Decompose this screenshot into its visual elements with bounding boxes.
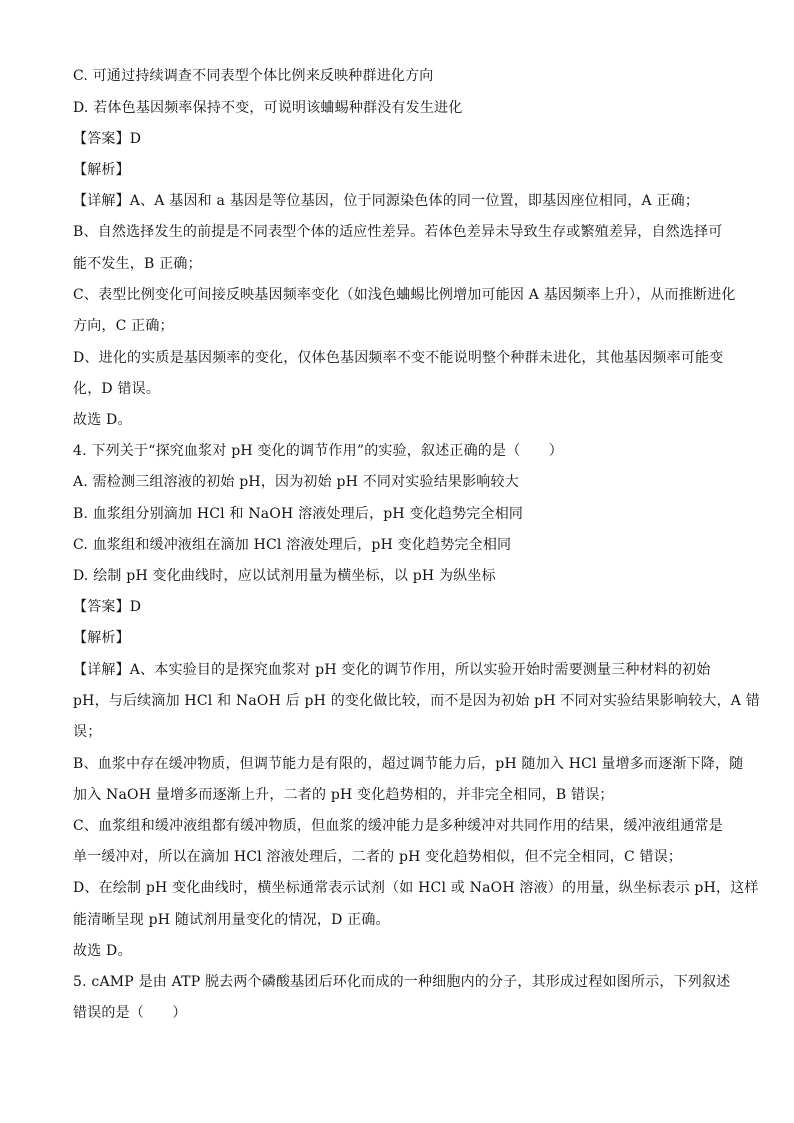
question-4-stem: 4. 下列关于“探究血浆对 pH 变化的调节作用”的实验，叙述正确的是（ ） — [73, 443, 563, 459]
conclusion-line: 故选 D。 — [73, 412, 132, 428]
option-c-line: C. 可通过持续调查不同表型个体比例来反映种群进化方向 — [73, 68, 434, 84]
explanation-line: D、进化的实质是基因频率的变化，仅体色基因频率不变不能说明整个种群未进化，其他基因频率可能变 — [73, 350, 724, 366]
question-4-option-d: D. 绘制 pH 变化曲线时，应以试剂用量为横坐标，以 pH 为纵坐标 — [73, 568, 496, 584]
explanation-line: 加入 NaOH 量增多而逐渐上升，二者的 pH 变化趋势相的，并非完全相同，B 错误； — [73, 787, 614, 803]
explanation-line: B、血浆中存在缓冲物质，但调节能力是有限的，超过调节能力后，pH 随加入 HCl 量增多而逐渐下降，随 — [73, 756, 744, 772]
explanation-line: 能清晰呈现 pH 随试剂用量变化的情况，D 正确。 — [73, 912, 390, 928]
explanation-line: 方向，C 正确； — [73, 318, 174, 334]
answer-label: 【答案】D — [73, 131, 142, 147]
question-4-option-a: A. 需检测三组溶液的初始 pH，因为初始 pH 不同对实验结果影响较大 — [73, 474, 519, 490]
explanation-line: D、在绘制 pH 变化曲线时，横坐标通常表示试剂（如 HCl 或 NaOH 溶液）的用量，纵坐标表示 pH，这样 — [73, 880, 759, 896]
question-5-stem: 错误的是（ ） — [73, 1005, 187, 1021]
explanation-line: B、自然选择发生的前提是不同表型个体的适应性差异。若体色差异未导致生存或繁殖差异，自然选择可 — [73, 224, 723, 240]
explanation-line: C、血浆组和缓冲液组都有缓冲物质，但血浆的缓冲能力是多种缓冲对共同作用的结果，缓冲液组通常是 — [73, 818, 723, 834]
analysis-label: 【解析】 — [73, 162, 130, 178]
question-4-option-b: B. 血浆组分别滴加 HCl 和 NaOH 溶液处理后，pH 变化趋势完全相同 — [73, 506, 524, 522]
explanation-line: C、表型比例变化可间接反映基因频率变化（如浅色蛐蜴比例增加可能因 A 基因频率上升），从而推断进化 — [73, 287, 736, 303]
answer-label: 【答案】D — [73, 599, 142, 615]
explanation-line: pH，与后续滴加 HCl 和 NaOH 后 pH 的变化做比较，而不是因为初始 pH 不同对实验结果影响较大，A 错 — [73, 693, 760, 709]
option-d-line: D. 若体色基因频率保持不变，可说明该蛐蜴种群没有发生进化 — [73, 100, 463, 116]
explanation-line: 化，D 错误。 — [73, 381, 161, 397]
explanation-line: 【详解】A、本实验目的是探究血浆对 pH 变化的调节作用，所以实验开始时需要测量三种材料的初始 — [73, 662, 711, 678]
explanation-line: 误； — [73, 724, 102, 740]
explanation-line: 【详解】A、A 基因和 a 基因是等位基因，位于同源染色体的同一位置，即基因座位相同，A 正确； — [73, 193, 700, 209]
explanation-line: 能不发生，B 正确； — [73, 256, 202, 272]
question-4-option-c: C. 血浆组和缓冲液组在滴加 HCl 溶液处理后，pH 变化趋势完全相同 — [73, 537, 512, 553]
question-5-stem: 5. cAMP 是由 ATP 脱去两个磷酸基团后环化而成的一种细胞内的分子，其形成过程如图所示，下列叙述 — [73, 974, 731, 990]
conclusion-line: 故选 D。 — [73, 943, 132, 959]
explanation-line: 单一缓冲对，所以在滴加 HCl 溶液处理后，二者的 pH 变化趋势相似，但不完全相同，C 错误； — [73, 849, 683, 865]
analysis-label: 【解析】 — [73, 630, 130, 646]
